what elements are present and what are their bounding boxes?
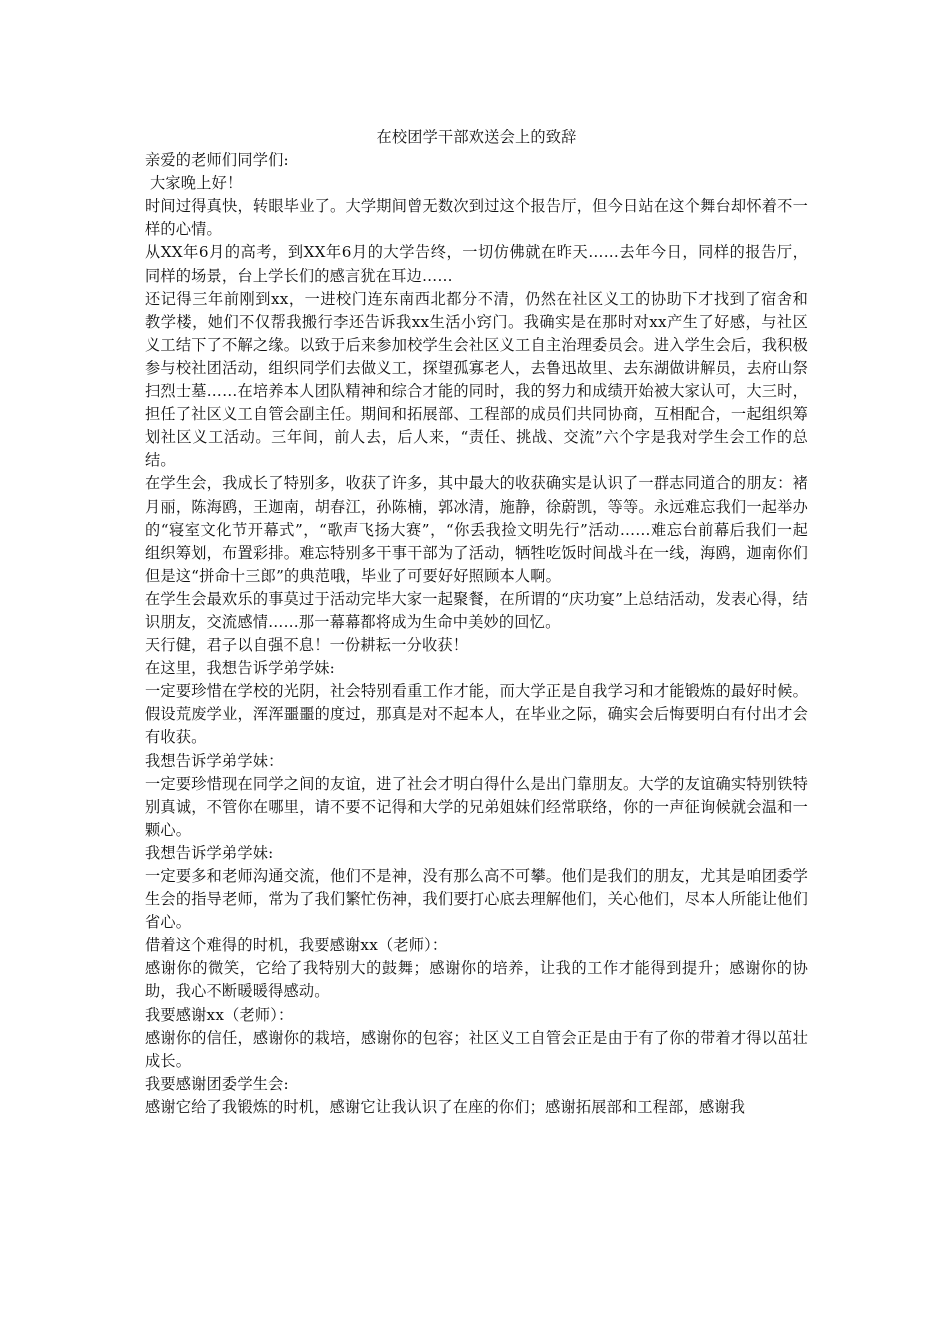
paragraph-greeting: 大家晚上好！ — [145, 174, 243, 193]
paragraph: 在学生会，我成长了特别多，收获了许多，其中最大的收获确实是认识了一群志同道合的朋友：褚月丽，陈海鸥，王迦南，胡春江，孙陈楠，郭冰清，施静，徐蔚凯，等等。永远难忘我们一起举办的“寝室文化节开幕式”，“歌声飞扬大赛”，“你丢我捡文明先行”活动……难忘台前幕后我们一起组织筹划，布置彩排。难忘特别多干事干部为了活动，牺牲吃饭时间战斗在一线，海鸥，迦南你们但是这“拼命十三郎”的典范哦，毕业了可要好好照顾本人啊。 — [145, 474, 808, 585]
paragraph: 天行健，君子以自强不息！一份耕耘一分收获！ — [145, 636, 469, 655]
paragraph: 一定要珍惜现在同学之间的友谊，进了社会才明白得什么是出门靠朋友。大学的友谊确实特别铁特别真诚，不管你在哪里，请不要不记得和大学的兄弟姐妹们经常联络，你的一声征询候就会温和一颗心。 — [145, 774, 808, 839]
paragraph: 在这里，我想告诉学弟学妹: — [145, 659, 335, 678]
paragraph: 时间过得真快，转眼毕业了。大学期间曾无数次到过这个报告厅，但今日站在这个舞台却怀着不一样的心情。 — [145, 197, 808, 239]
document-body — [145, 126, 808, 1119]
paragraph: 我想告诉学弟学妹： — [145, 751, 284, 770]
paragraph: 感谢它给了我锻炼的时机，感谢它让我认识了在座的你们；感谢拓展部和工程部，感谢我 — [145, 1097, 746, 1116]
paragraph: 我想告诉学弟学妹: — [145, 843, 274, 862]
paragraph: 借着这个难得的时机，我要感谢xx（老师）： — [145, 936, 448, 955]
paragraph: 还记得三年前刚到xx，一进校门连东南西北都分不清，仍然在社区义工的协助下才找到了宿舍和教学楼，她们不仅帮我搬行李还告诉我xx生活小窍门。我确实是在那时对xx产生了好感，与社区义工结下了不解之缘。以致于后来参加校学生会社区义工自主治理委员会。进入学生会后，我积极参与校社团活动，组织同学们去做义工，探望孤寡老人，去鲁迅故里、去东湖做讲解员，去府山祭扫烈士墓……在培养本人团队精神和综合才能的同时，我的努力和成绩开始被大家认可，大三时，担任了社区义工自管会副主任。期间和拓展部、工程部的成员们共同协商，互相配合，一起组织筹划社区义工活动。三年间，前人去，后人来，“责任、挑战、交流”六个字是我对学生会工作的总结。 — [145, 289, 808, 470]
paragraph: 我要感谢xx（老师）： — [145, 1005, 294, 1024]
paragraph: 一定要珍惜在学校的光阴，社会特别看重工作才能，而大学正是自我学习和才能锻炼的最好时候。假设荒废学业，浑浑噩噩的度过，那真是对不起本人，在毕业之际，确实会后悔要明白有付出才会有收获。 — [145, 682, 808, 747]
paragraph: 在学生会最欢乐的事莫过于活动完毕大家一起聚餐，在所谓的“庆功宴”上总结活动，发表心得，结识朋友，交流感情……那一幕幕都将成为生命中美妙的回忆。 — [145, 589, 808, 631]
paragraph: 我要感谢团委学生会: — [145, 1074, 289, 1093]
paragraph: 感谢你的信任，感谢你的栽培，感谢你的包容；社区义工自管会正是由于有了你的带着才得以茁壮成长。 — [145, 1028, 808, 1070]
paragraph: 感谢你的微笑，它给了我特别大的鼓舞；感谢你的培养，让我的工作才能得到提升；感谢你的协助，我心不断暖暖得感动。 — [145, 959, 808, 1001]
document-title: 在校团学干部欢送会上的致辞 — [376, 128, 577, 146]
paragraph: 从XX年6月的高考，到XX年6月的大学告终，一切仿佛就在昨天……去年今日，同样的报告厅，同样的场景，台上学长们的感言犹在耳边…… — [145, 243, 808, 285]
paragraph: 一定要多和老师沟通交流，他们不是神，没有那么高不可攀。他们是我们的朋友，尤其是咱团委学生会的指导老师，常为了我们繁忙伤神，我们要打心底去理解他们，关心他们，尽本人所能让他们省心。 — [145, 867, 808, 932]
paragraph-salutation: 亲爱的老师们同学们: — [145, 151, 289, 170]
